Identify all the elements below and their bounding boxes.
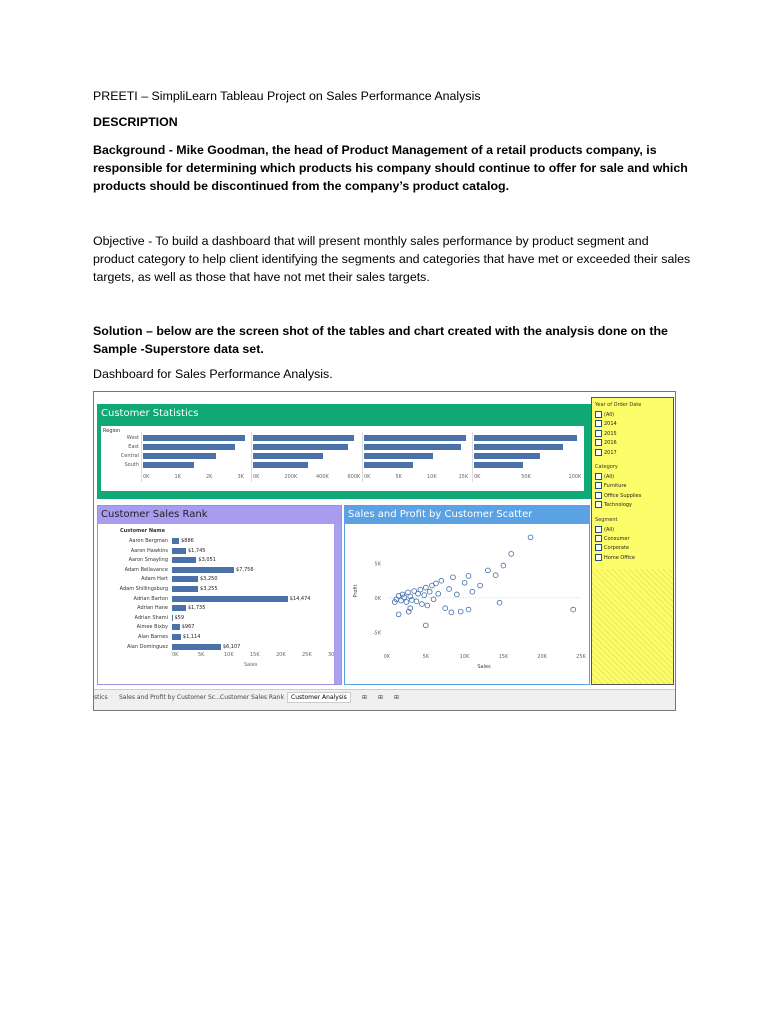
filter-option[interactable] (595, 492, 641, 499)
checkbox-checked-icon[interactable] (595, 535, 602, 542)
axis-tick: 5K (198, 652, 205, 658)
scatter-point (462, 580, 467, 585)
sales-bar (172, 538, 179, 544)
checkbox-checked-icon[interactable] (595, 473, 602, 480)
filter-title-year: Year of Order Date (595, 402, 642, 408)
filter-option[interactable] (595, 482, 626, 489)
sales-bar (172, 557, 196, 563)
x-tick: 0K (383, 654, 391, 660)
sales-value: $7,756 (236, 566, 254, 573)
document-title: PREETI – SimpliLearn Tableau Project on Sales Performance Analysis (93, 89, 481, 103)
sales-bar (172, 576, 198, 582)
stat-bar (364, 462, 413, 468)
filter-option-label: 2017 (604, 449, 617, 456)
stat-bar (364, 435, 466, 441)
axis-tick: 0K (253, 474, 260, 480)
axis-tick: 1K (174, 474, 181, 480)
scatter-point (454, 592, 459, 597)
customer-sales-rank-title: Customer Sales Rank (101, 509, 208, 520)
filter-option-label: 2016 (604, 440, 617, 447)
stat-bar (253, 462, 308, 468)
customer-name: Aimee Bixby (136, 624, 168, 631)
x-axis-label: Sales (477, 664, 491, 670)
filter-option[interactable] (595, 449, 617, 456)
x-tick: 10K (459, 654, 470, 660)
sales-profit-scatter-panel (344, 505, 590, 685)
sales-bar (172, 605, 186, 611)
scatter-point (528, 535, 533, 540)
stat-bar (143, 453, 216, 459)
axis-tick: 2K (206, 474, 213, 480)
scatter-point (451, 575, 456, 580)
filter-option-label: (All) (604, 474, 615, 480)
checkbox-checked-icon[interactable] (595, 526, 602, 533)
sales-value: $1,745 (187, 547, 206, 554)
checkbox-checked-icon[interactable] (595, 492, 602, 499)
filter-option[interactable] (595, 544, 629, 551)
x-tick: 15K (498, 654, 509, 660)
stat-bar (253, 435, 354, 441)
customer-name: Alan Barnes (138, 634, 168, 640)
scatter-point (509, 551, 514, 556)
sales-value: $59 (174, 614, 185, 621)
scatter-plot (345, 524, 589, 684)
scatter-point (422, 593, 427, 598)
scatter-point (423, 585, 428, 590)
customer-name: Adam Hart (141, 576, 168, 583)
region-label: Central (120, 453, 139, 459)
filter-option-label: Consumer (604, 536, 630, 542)
checkbox-checked-icon[interactable] (595, 430, 602, 437)
customer-name: Adrian Barton (133, 595, 168, 602)
stat-bar (474, 453, 540, 459)
y-axis-label: Profit (353, 584, 359, 598)
axis-tick: 10K (427, 474, 437, 480)
filters-panel (591, 397, 674, 685)
sales-bar (172, 567, 234, 573)
scatter-point (449, 610, 454, 615)
checkbox-checked-icon[interactable] (595, 544, 602, 551)
y-tick: 5K (374, 561, 381, 568)
stat-bar (474, 462, 523, 468)
scatter-point (478, 583, 483, 588)
y-tick: -5K (372, 630, 381, 637)
new-story-icon[interactable]: ⊞ (394, 694, 400, 701)
scatter-point (433, 581, 438, 586)
axis-tick: 5K (395, 474, 402, 480)
sales-bar (172, 634, 181, 640)
axis-tick: 0K (364, 474, 371, 480)
stat-bar (474, 444, 563, 450)
scatter-header (345, 506, 589, 524)
dashboard-screenshot (93, 391, 676, 711)
scatter-point (427, 589, 432, 594)
sales-value: $3,051 (198, 557, 216, 564)
region-header: Region (103, 428, 121, 434)
filter-option-label: 2014 (604, 421, 617, 428)
sales-bar (172, 624, 180, 630)
customer-statistics-chart (101, 426, 584, 491)
scatter-point (404, 600, 409, 605)
scatter-point (420, 602, 425, 607)
scatter-point (431, 597, 436, 602)
sales-value: $3,255 (200, 586, 218, 592)
filter-hatch-area (592, 569, 673, 684)
column-divider (472, 432, 473, 482)
checkbox-checked-icon[interactable] (595, 411, 602, 418)
stat-bar (474, 435, 577, 441)
scatter-point (497, 600, 502, 605)
scatter-point (436, 591, 441, 596)
new-dashboard-icon[interactable]: ⊞ (378, 694, 384, 701)
scatter-point (414, 599, 419, 604)
tab-customer-analysis[interactable]: Customer Analysis (287, 692, 351, 703)
x-tick: 20K (537, 654, 548, 660)
scatter-point (485, 568, 490, 573)
region-label: South (124, 462, 139, 468)
scatter-point (423, 623, 428, 628)
axis-tick: 600K (347, 474, 361, 480)
customer-name-header: Customer Name (120, 528, 165, 534)
scatter-point (571, 607, 576, 612)
solution-paragraph: Solution – below are the screen shot of the tables and chart created with the analysis done on the Sample -Superstore data set. (93, 324, 668, 356)
objective-paragraph: Objective - To build a dashboard that will present monthly sales performance by product segment and product category to help client identifying the segments and categories that have met or exceeded their sales targets, as well as those that have not met their sales targets. (93, 234, 691, 284)
sales-value: $886 (181, 538, 194, 544)
filter-option-label: Technology (604, 502, 633, 509)
filter-option-label: 2015 (604, 430, 617, 437)
axis-tick: 0K (474, 474, 481, 480)
stat-bar (253, 453, 323, 459)
sales-value: $14,474 (289, 595, 311, 602)
scatter-point (396, 612, 401, 617)
axis-tick: 10K (224, 652, 234, 658)
tab-statistics[interactable]: stics (94, 694, 108, 701)
axis-tick: 0K (172, 652, 179, 658)
filter-option-label: (All) (604, 526, 615, 533)
filter-option-label: Home Office (604, 554, 635, 561)
stat-bar (143, 462, 194, 468)
scatter-point (443, 606, 448, 611)
axis-tick: 3K (237, 474, 244, 480)
axis-tick: 400K (316, 474, 329, 480)
scatter-point (466, 573, 471, 578)
customer-name: Adam Shillingsburg (119, 586, 168, 592)
x-tick: 5K (422, 654, 430, 660)
filter-option[interactable] (595, 473, 614, 480)
sales-value: $967 (181, 624, 195, 631)
scatter-point (447, 587, 452, 592)
axis-tick: 25K (302, 652, 312, 658)
axis-tick: 15K (250, 652, 260, 658)
customer-name: Adrian Shami (134, 614, 168, 621)
sales-bar (172, 548, 186, 554)
column-divider (141, 432, 142, 482)
background-paragraph: Background - Mike Goodman, the head of Product Management of a retail products company, is responsible for determining which products his company should continue to offer for sale and which products should be discontinued from the company’s product catalog. (93, 143, 688, 193)
filter-option[interactable] (595, 501, 632, 508)
scatter-point (493, 573, 498, 578)
new-sheet-icon[interactable]: ⊞ (362, 694, 368, 701)
customer-name: Aaron Smayling (128, 557, 168, 564)
y-tick: 0K (374, 595, 381, 602)
filter-option-label: Furniture (604, 483, 627, 490)
checkbox-checked-icon[interactable] (595, 449, 602, 456)
filter-option[interactable] (595, 411, 614, 418)
scatter-point (418, 587, 423, 592)
sales-bar (172, 586, 198, 592)
scatter-point (501, 563, 506, 568)
stat-bar (364, 444, 461, 450)
stat-bar (253, 444, 348, 450)
axis-tick: 200K (284, 474, 298, 480)
tab-sales-rank[interactable]: Customer Sales Rank (220, 694, 284, 701)
x-tick: 25K (576, 654, 586, 660)
stat-bar (364, 453, 433, 459)
customer-name: Aaron Hawkins (130, 547, 168, 554)
customer-sales-rank-header (98, 506, 341, 524)
customer-sales-rank-panel (97, 505, 342, 685)
filter-option-label: Office Supplies (604, 492, 642, 499)
axis-tick: 0K (143, 474, 150, 480)
stat-bar (143, 435, 245, 441)
customer-name: Aaron Bergman (129, 538, 168, 544)
scatter-title: Sales and Profit by Customer Scatter (348, 509, 533, 520)
scatter-point (458, 609, 463, 614)
filter-option[interactable] (595, 430, 617, 437)
sales-bar (172, 644, 221, 650)
customer-name: Alan Dominguez (126, 643, 168, 650)
filter-title-segment: Segment (595, 516, 618, 523)
scatter-point (466, 607, 471, 612)
tab-scatter[interactable]: Sales and Profit by Customer Sc... (119, 694, 221, 701)
checkbox-checked-icon[interactable] (595, 420, 602, 427)
x-axis-label: Sales (244, 662, 258, 668)
sales-bar (172, 596, 288, 602)
region-label: East (128, 444, 139, 450)
filter-option[interactable] (595, 526, 614, 533)
axis-tick: 50K (521, 474, 531, 480)
checkbox-checked-icon[interactable] (595, 501, 602, 508)
filter-option[interactable] (595, 554, 635, 561)
filter-option[interactable] (595, 535, 630, 542)
column-divider (251, 432, 252, 482)
scrollbar[interactable] (334, 524, 341, 684)
filter-option-label: (All) (604, 412, 615, 418)
filter-option[interactable] (595, 439, 617, 446)
scatter-point (425, 603, 430, 608)
filter-option[interactable] (595, 420, 617, 427)
sales-value: $3,250 (200, 576, 218, 583)
checkbox-checked-icon[interactable] (595, 439, 602, 446)
axis-tick: 15K (458, 474, 469, 480)
axis-tick: 100K (568, 474, 582, 480)
scatter-point (470, 589, 475, 594)
sheet-tabs-bar (94, 689, 675, 711)
checkbox-checked-icon[interactable] (595, 554, 602, 561)
axis-tick: 20K (276, 652, 286, 658)
sales-value: $6,107 (222, 643, 241, 650)
region-label: West (126, 435, 139, 441)
sales-value: $1,735 (187, 605, 206, 612)
checkbox-checked-icon[interactable] (595, 482, 602, 489)
sales-value: $1,114 (182, 634, 201, 640)
filter-option-label: Corporate (604, 545, 629, 552)
customer-statistics-panel (97, 404, 672, 499)
stat-bar (143, 444, 235, 450)
scatter-point (439, 578, 444, 583)
column-divider (362, 432, 363, 482)
description-heading: DESCRIPTION (93, 115, 178, 129)
customer-name: Adrian Hane (137, 605, 168, 612)
dashboard-heading: Dashboard for Sales Performance Analysis. (93, 367, 333, 381)
customer-statistics-title: Customer Statistics (101, 408, 199, 419)
customer-name: Adam Bellavance (124, 566, 168, 573)
axis-tick: 30 (328, 652, 335, 658)
filter-title-category: Category (595, 464, 618, 470)
